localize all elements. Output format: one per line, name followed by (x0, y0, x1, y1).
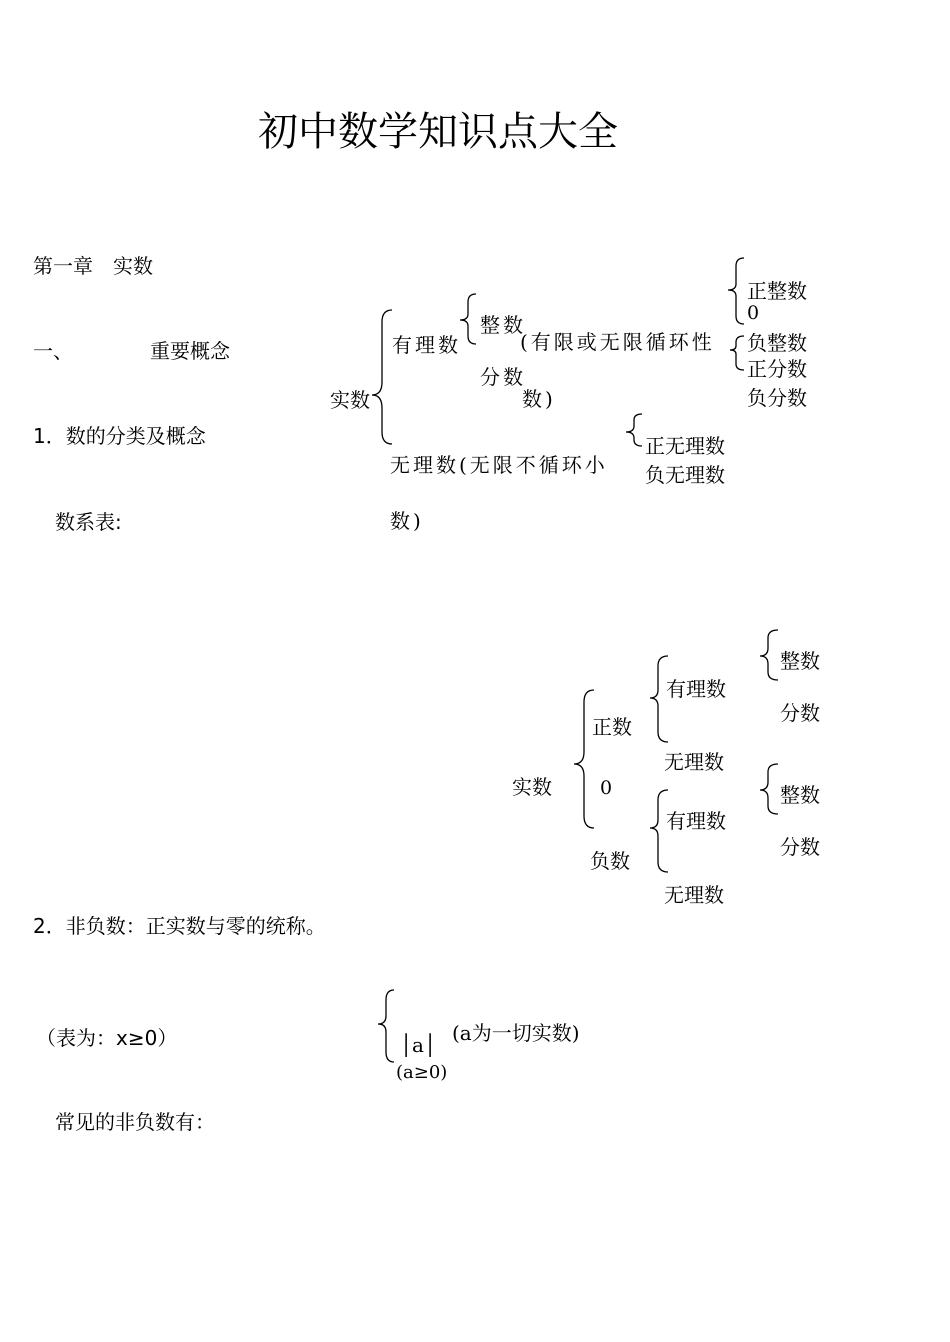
chapter-heading: 第一章 实数 (33, 254, 153, 278)
page-title: 初中数学知识点大全 (258, 109, 618, 155)
tree1-positive-fraction: 正分数 (747, 357, 807, 381)
tree2-positive-fraction: 分数 (780, 701, 820, 725)
tree1-zero: 0 (747, 302, 760, 324)
item-1-heading: 1．数的分类及概念 (33, 424, 206, 448)
tree1-fraction: 分数 (480, 365, 526, 389)
item-2-heading: 2．非负数：正实数与零的统称。 (33, 914, 326, 938)
tree1-negative-integer: 负整数 (747, 331, 807, 355)
tree2-zero: 0 (600, 777, 613, 799)
tree2-negative-fraction: 分数 (780, 835, 820, 859)
tree2-negative-rational: 有理数 (666, 809, 726, 833)
tree2-negative-integer: 整数 (780, 783, 820, 807)
tree1-positive-irrational: 正无理数 (645, 434, 725, 458)
tree1-irrational-2: 数) (390, 509, 424, 533)
tree2-negative: 负数 (590, 849, 630, 873)
tree1-rational: 有理数 (392, 333, 461, 357)
tree1-negative-irrational: 负无理数 (645, 463, 725, 487)
tree2-positive-irrational: 无理数 (664, 750, 724, 774)
tree2-positive-rational: 有理数 (666, 677, 726, 701)
tree2-negative-irrational: 无理数 (664, 883, 724, 907)
tree1-root: 实数 (330, 388, 370, 412)
number-system-label: 数系表: (55, 510, 122, 534)
tree1-rational-note-1: (有限或无限循环性 (520, 330, 715, 354)
tree2-root: 实数 (512, 775, 552, 799)
section-title: 重要概念 (150, 339, 230, 363)
tree1-rational-note-2: 数) (522, 387, 556, 411)
common-nonnegative-label: 常见的非负数有： (55, 1110, 215, 1134)
absolute-value-condition: (a≥0) (396, 1062, 448, 1083)
absolute-value-note: (a为一切实数) (452, 1021, 580, 1045)
tree1-positive-integer: 正整数 (747, 279, 807, 303)
nonnegative-expression: （表为：x≥0） (36, 1026, 178, 1050)
tree1-irrational-1: 无理数(无限不循环小 (390, 453, 608, 477)
absolute-value: │a│ (400, 1033, 437, 1057)
section-number: 一、 (33, 339, 73, 363)
tree1-integer: 整数 (480, 313, 526, 337)
tree2-positive-integer: 整数 (780, 649, 820, 673)
tree2-positive: 正数 (592, 715, 632, 739)
tree1-negative-fraction: 负分数 (747, 386, 807, 410)
